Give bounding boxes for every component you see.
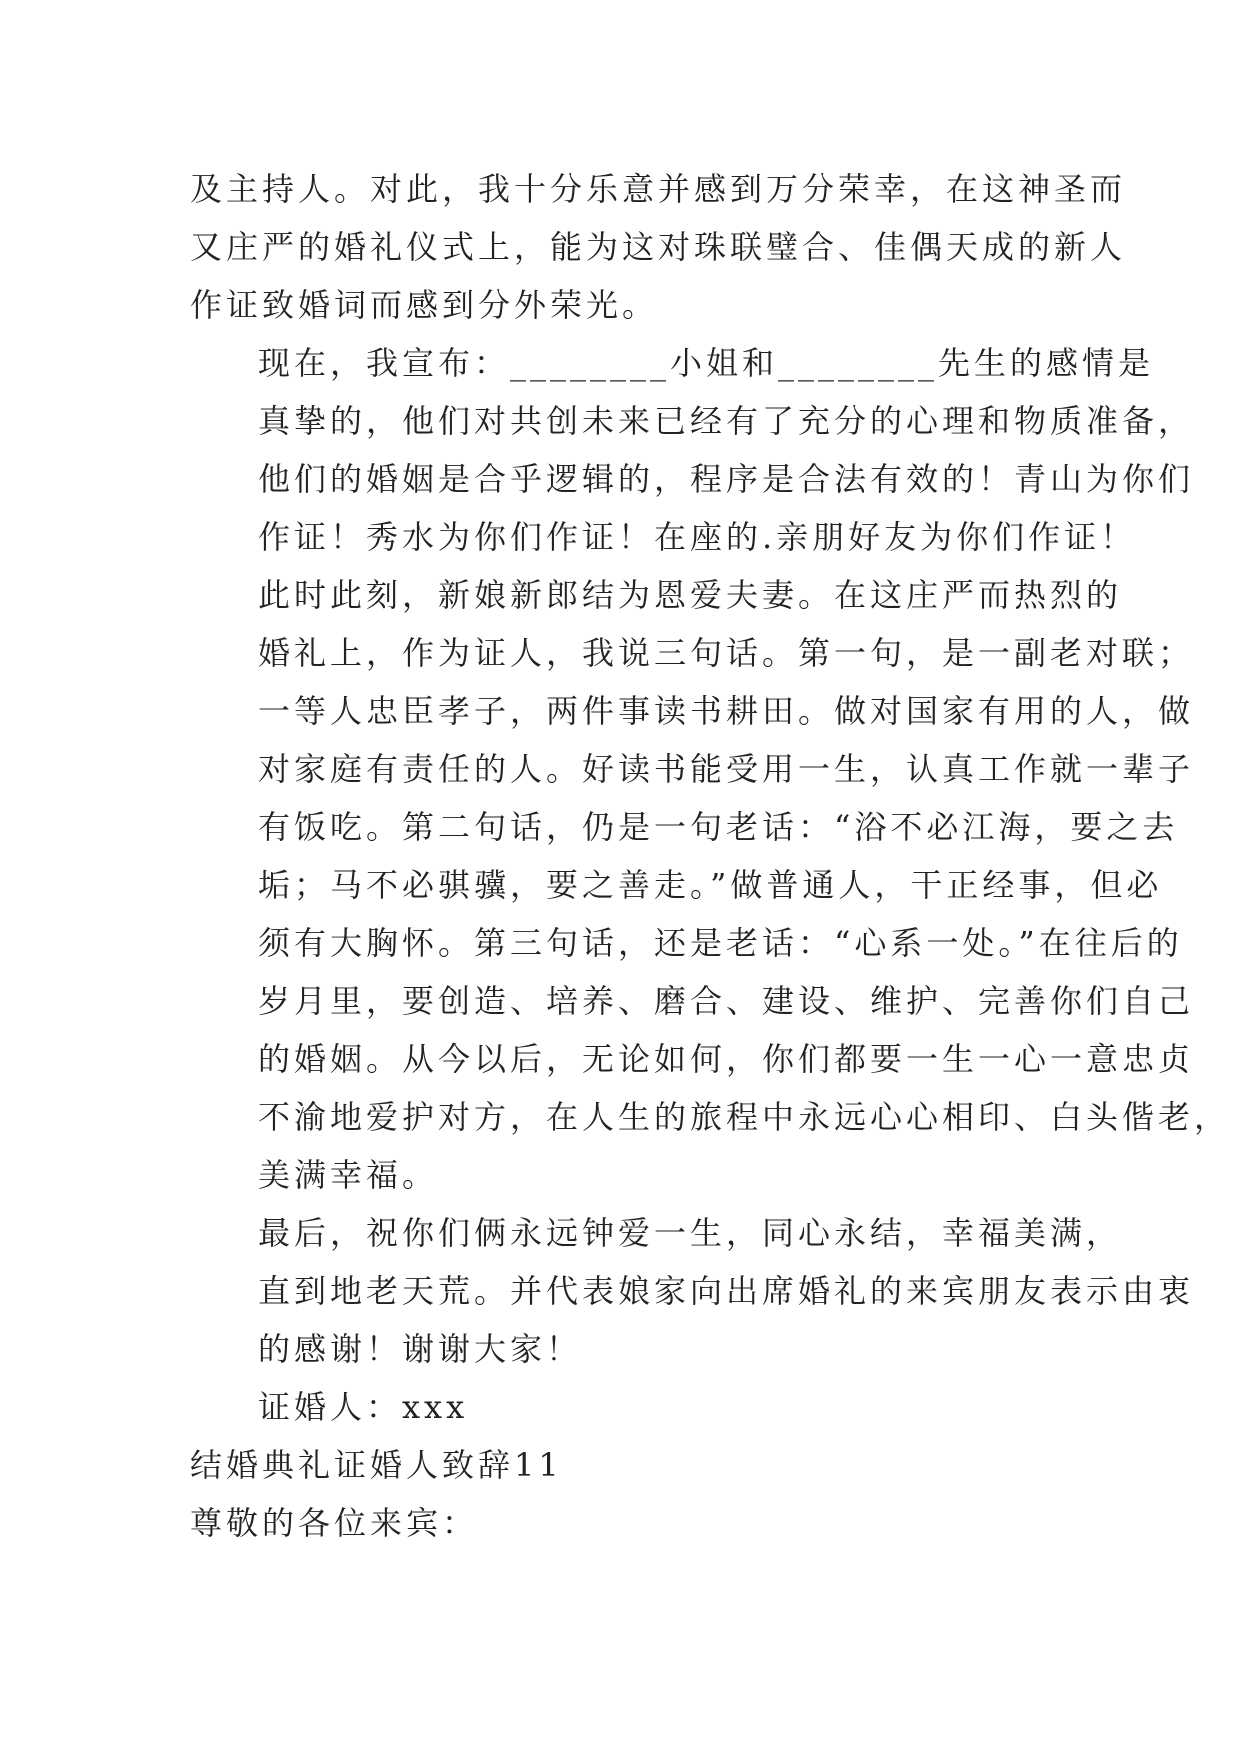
text-line: 直到地老天荒。并代表娘家向出席婚礼的来宾朋友表示由衷 [258,1272,1195,1310]
paragraph-intro [190,160,1127,334]
text-line: 及主持人。对此，我十分乐意并感到万分荣幸，在这神圣而 [190,170,1127,208]
paragraph-announcement [190,334,1195,566]
text-line: 一等人忠臣孝子，两件事读书耕田。做对国家有用的人，做 [258,692,1195,730]
text-line: 不渝地爱护对方，在人生的旅程中永远心心相印、白头偕老， [258,1098,1231,1136]
paragraph-three-sayings [190,566,1231,1204]
text-line: 的婚姻。从今以后，无论如何，你们都要一生一心一意忠贞 [258,1040,1195,1078]
text-line: 作证！秀水为你们作证！在座的.亲朋好友为你们作证！ [258,518,1137,556]
document-body [190,160,1231,1552]
text-line: 又庄严的婚礼仪式上，能为这对珠联璧合、佳偶天成的新人 [190,228,1127,266]
text-line: 他们的婚姻是合乎逻辑的，程序是合法有效的！青山为你们 [258,460,1195,498]
text-line: 对家庭有责任的人。好读书能受用一生，认真工作就一辈子 [258,750,1195,788]
officiant-signature [190,1378,1060,1436]
text-line: 真挚的，他们对共创未来已经有了充分的心理和物质准备， [258,402,1195,440]
text-line: 尊敬的各位来宾： [190,1504,479,1542]
text-line: 有饭吃。第二句话，仍是一句老话：“浴不必江海，要之去 [258,808,1179,846]
text-line: 此时此刻，新娘新郎结为恩爱夫妻。在这庄严而热烈的 [258,576,1123,614]
text-line: 最后，祝你们俩永远钟爱一生，同心永结，幸福美满， [258,1214,1123,1252]
text-line: 结婚典礼证婚人致辞11 [190,1446,563,1484]
section-title [190,1436,1060,1494]
salutation [190,1494,1060,1552]
text-line: 须有大胸怀。第三句话，还是老话：“心系一处。”在往后的 [258,924,1183,962]
text-line: 的感谢！谢谢大家！ [258,1330,583,1368]
text-line: 婚礼上，作为证人，我说三句话。第一句，是一副老对联； [258,634,1195,672]
text-line: 现在，我宣布：________小姐和________先生的感情是 [258,344,1155,382]
text-line: 垢；马不必骐骥，要之善走。”做普通人，干正经事，但必 [258,866,1163,904]
text-line: 岁月里，要创造、培养、磨合、建设、维护、完善你们自己 [258,982,1195,1020]
text-line: 证婚人：xxx [258,1388,469,1426]
text-line: 美满幸福。 [258,1156,439,1194]
text-line: 作证致婚词而感到分外荣光。 [190,286,659,324]
paragraph-closing-wishes [190,1204,1195,1378]
